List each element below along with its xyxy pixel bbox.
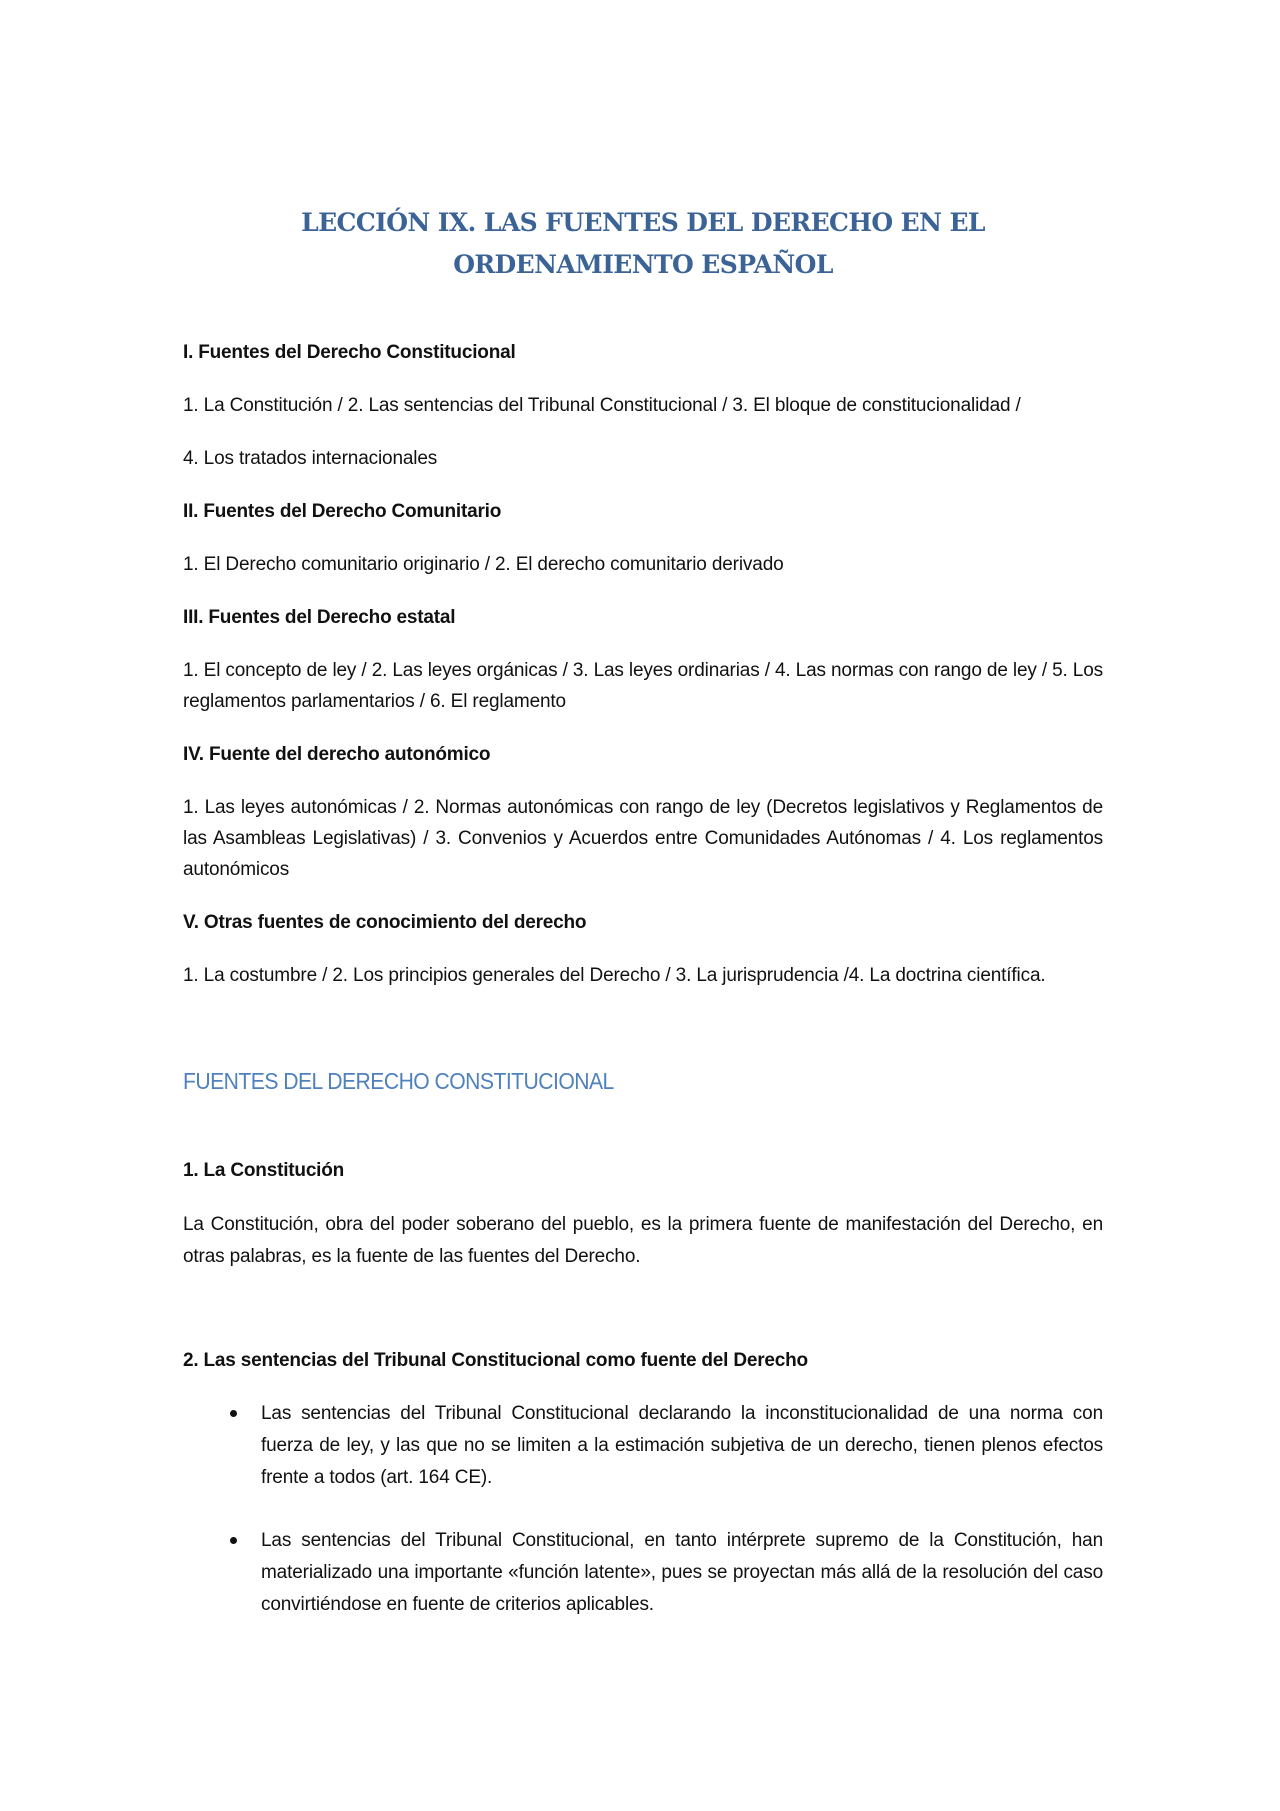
subsection-heading: 2. Las sentencias del Tribunal Constitucional como fuente del Derecho <box>183 1350 808 1371</box>
toc-items: 4. Los tratados internacionales <box>183 448 438 469</box>
toc-heading: III. Fuentes del Derecho estatal <box>183 607 456 628</box>
list-item-text: Las sentencias del Tribunal Constitucional declarando la inconstitucionalidad de una norma con fuerza de ley, y las que no se limiten a la estimación subjetiva de un derecho, tienen plenos efectos frente a todos (art. 164 CE). <box>261 1403 1103 1488</box>
toc-items: 1. Las leyes autonómicas / 2. Normas autonómicas con rango de ley (Decretos legislativos y Reglamentos de las Asambleas Legislativas) / 3. Convenios y Acuerdos entre Comunidades Autónomas / 4. Los reglamentos autonómicos <box>183 797 1103 880</box>
subsection-paragraph: La Constitución, obra del poder soberano del pueblo, es la primera fuente de manifestación del Derecho, en otras palabras, es la fuente de las fuentes del Derecho. <box>183 1214 1103 1267</box>
bullet-list <box>183 1398 1103 1652</box>
toc-items: 1. El Derecho comunitario originario / 2. El derecho comunitario derivado <box>183 554 784 575</box>
list-item <box>183 1398 1103 1494</box>
bullet-icon <box>230 1537 237 1544</box>
subsection-heading: 1. La Constitución <box>183 1160 345 1181</box>
list-item-text: Las sentencias del Tribunal Constitucional, en tanto intérprete supremo de la Constitución, han materializado una importante «función latente», pues se proyectan más allá de la resolución del caso convirtiéndose en fuente de criterios aplicables. <box>261 1530 1103 1615</box>
toc-heading: I. Fuentes del Derecho Constitucional <box>183 342 516 363</box>
table-of-contents <box>183 337 1103 1013</box>
section-heading: FUENTES DEL DERECHO CONSTITUCIONAL <box>183 1068 614 1094</box>
bullet-icon <box>230 1410 237 1417</box>
toc-items: 1. El concepto de ley / 2. Las leyes orgánicas / 3. Las leyes ordinarias / 4. Las normas con rango de ley / 5. Los reglamentos parlamentarios / 6. El reglamento <box>183 660 1103 712</box>
toc-heading: IV. Fuente del derecho autonómico <box>183 744 491 765</box>
list-item <box>183 1525 1103 1621</box>
toc-items: 1. La costumbre / 2. Los principios generales del Derecho / 3. La jurisprudencia /4. La doctrina científica. <box>183 965 1046 986</box>
document-title: LECCIÓN IX. LAS FUENTES DEL DERECHO EN EL ORDENAMIENTO ESPAÑOL <box>301 208 985 279</box>
toc-heading: V. Otras fuentes de conocimiento del derecho <box>183 912 587 933</box>
toc-items: 1. La Constitución / 2. Las sentencias del Tribunal Constitucional / 3. El bloque de constitucionalidad / <box>183 395 1021 416</box>
toc-heading: II. Fuentes del Derecho Comunitario <box>183 501 502 522</box>
